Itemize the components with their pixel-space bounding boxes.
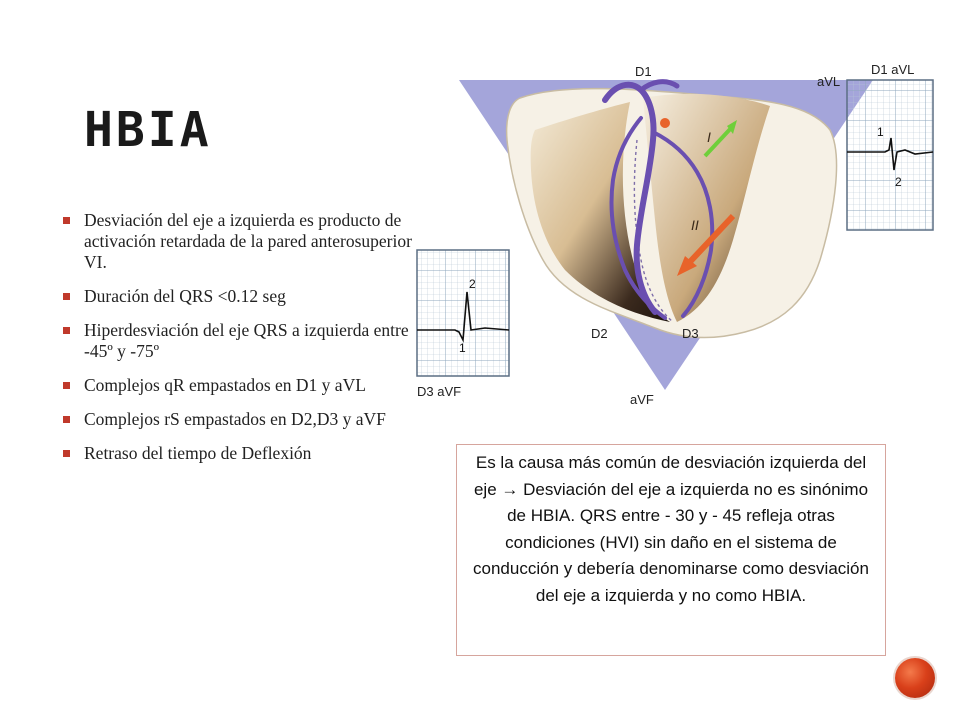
- bullet-text: Hiperdesviación del eje QRS a izquierda entre -45º y -75º: [84, 320, 409, 361]
- vector-2-label: II: [691, 217, 699, 233]
- bullet-marker-icon: [63, 416, 70, 423]
- ecg-top-wave-1: 1: [877, 125, 884, 139]
- bullet-text: Retraso del tiempo de Deflexión: [84, 443, 312, 463]
- bullet-marker-icon: [63, 293, 70, 300]
- ecg-top-panel: [847, 80, 933, 230]
- ecg-top-label: D1 aVL: [871, 62, 915, 77]
- bullet-marker-icon: [63, 450, 70, 457]
- lead-label-avf: aVF: [630, 392, 654, 407]
- bullet-text: Desviación del eje a izquierda es producto de activación retardada de la pared anterosuperior VI.: [84, 210, 412, 272]
- av-node-marker: [660, 118, 670, 128]
- bullet-item: [62, 210, 424, 273]
- lead-label-d3: D3: [682, 326, 699, 341]
- bullet-item: [62, 375, 424, 396]
- lead-label-avl: aVL: [817, 74, 841, 89]
- bullet-text: Duración del QRS <0.12 seg: [84, 286, 286, 306]
- slide-corner-orb-icon: [895, 658, 935, 698]
- bullet-marker-icon: [63, 217, 70, 224]
- lead-label-d2: D2: [591, 326, 608, 341]
- bullet-item: [62, 409, 424, 430]
- explanation-note: Es la causa más común de desviación izquierda del eje → Desviación del eje a izquierda no es sinónimo de HBIA. QRS entre - 30 y - 45 refleja otras condiciones (HVI) sin daño en el sistema de conducción y debería denominarse como desviación del eje a izquierda y no como HBIA.: [456, 444, 886, 656]
- bullet-marker-icon: [63, 382, 70, 389]
- bullet-text: Complejos rS empastados en D2,D3 y aVF: [84, 409, 386, 429]
- bullet-item: [62, 443, 424, 464]
- ecg-top-wave-2: 2: [895, 175, 902, 189]
- ecg-bottom-panel: [417, 250, 509, 376]
- lead-label-d1: D1: [635, 64, 652, 79]
- ecg-bottom-wave-2: 2: [469, 277, 476, 291]
- ecg-bottom-label: D3 aVF: [417, 384, 462, 399]
- vector-1-label: I: [707, 129, 711, 145]
- hbia-heart-illustration: [415, 60, 935, 410]
- bullet-item: [62, 320, 424, 362]
- slide-title: HBIA: [84, 102, 212, 158]
- bullet-marker-icon: [63, 327, 70, 334]
- ecg-bottom-wave-1: 1: [459, 341, 466, 355]
- bullet-text: Complejos qR empastados en D1 y aVL: [84, 375, 366, 395]
- bullet-list: [62, 210, 424, 477]
- bullet-item: [62, 286, 424, 307]
